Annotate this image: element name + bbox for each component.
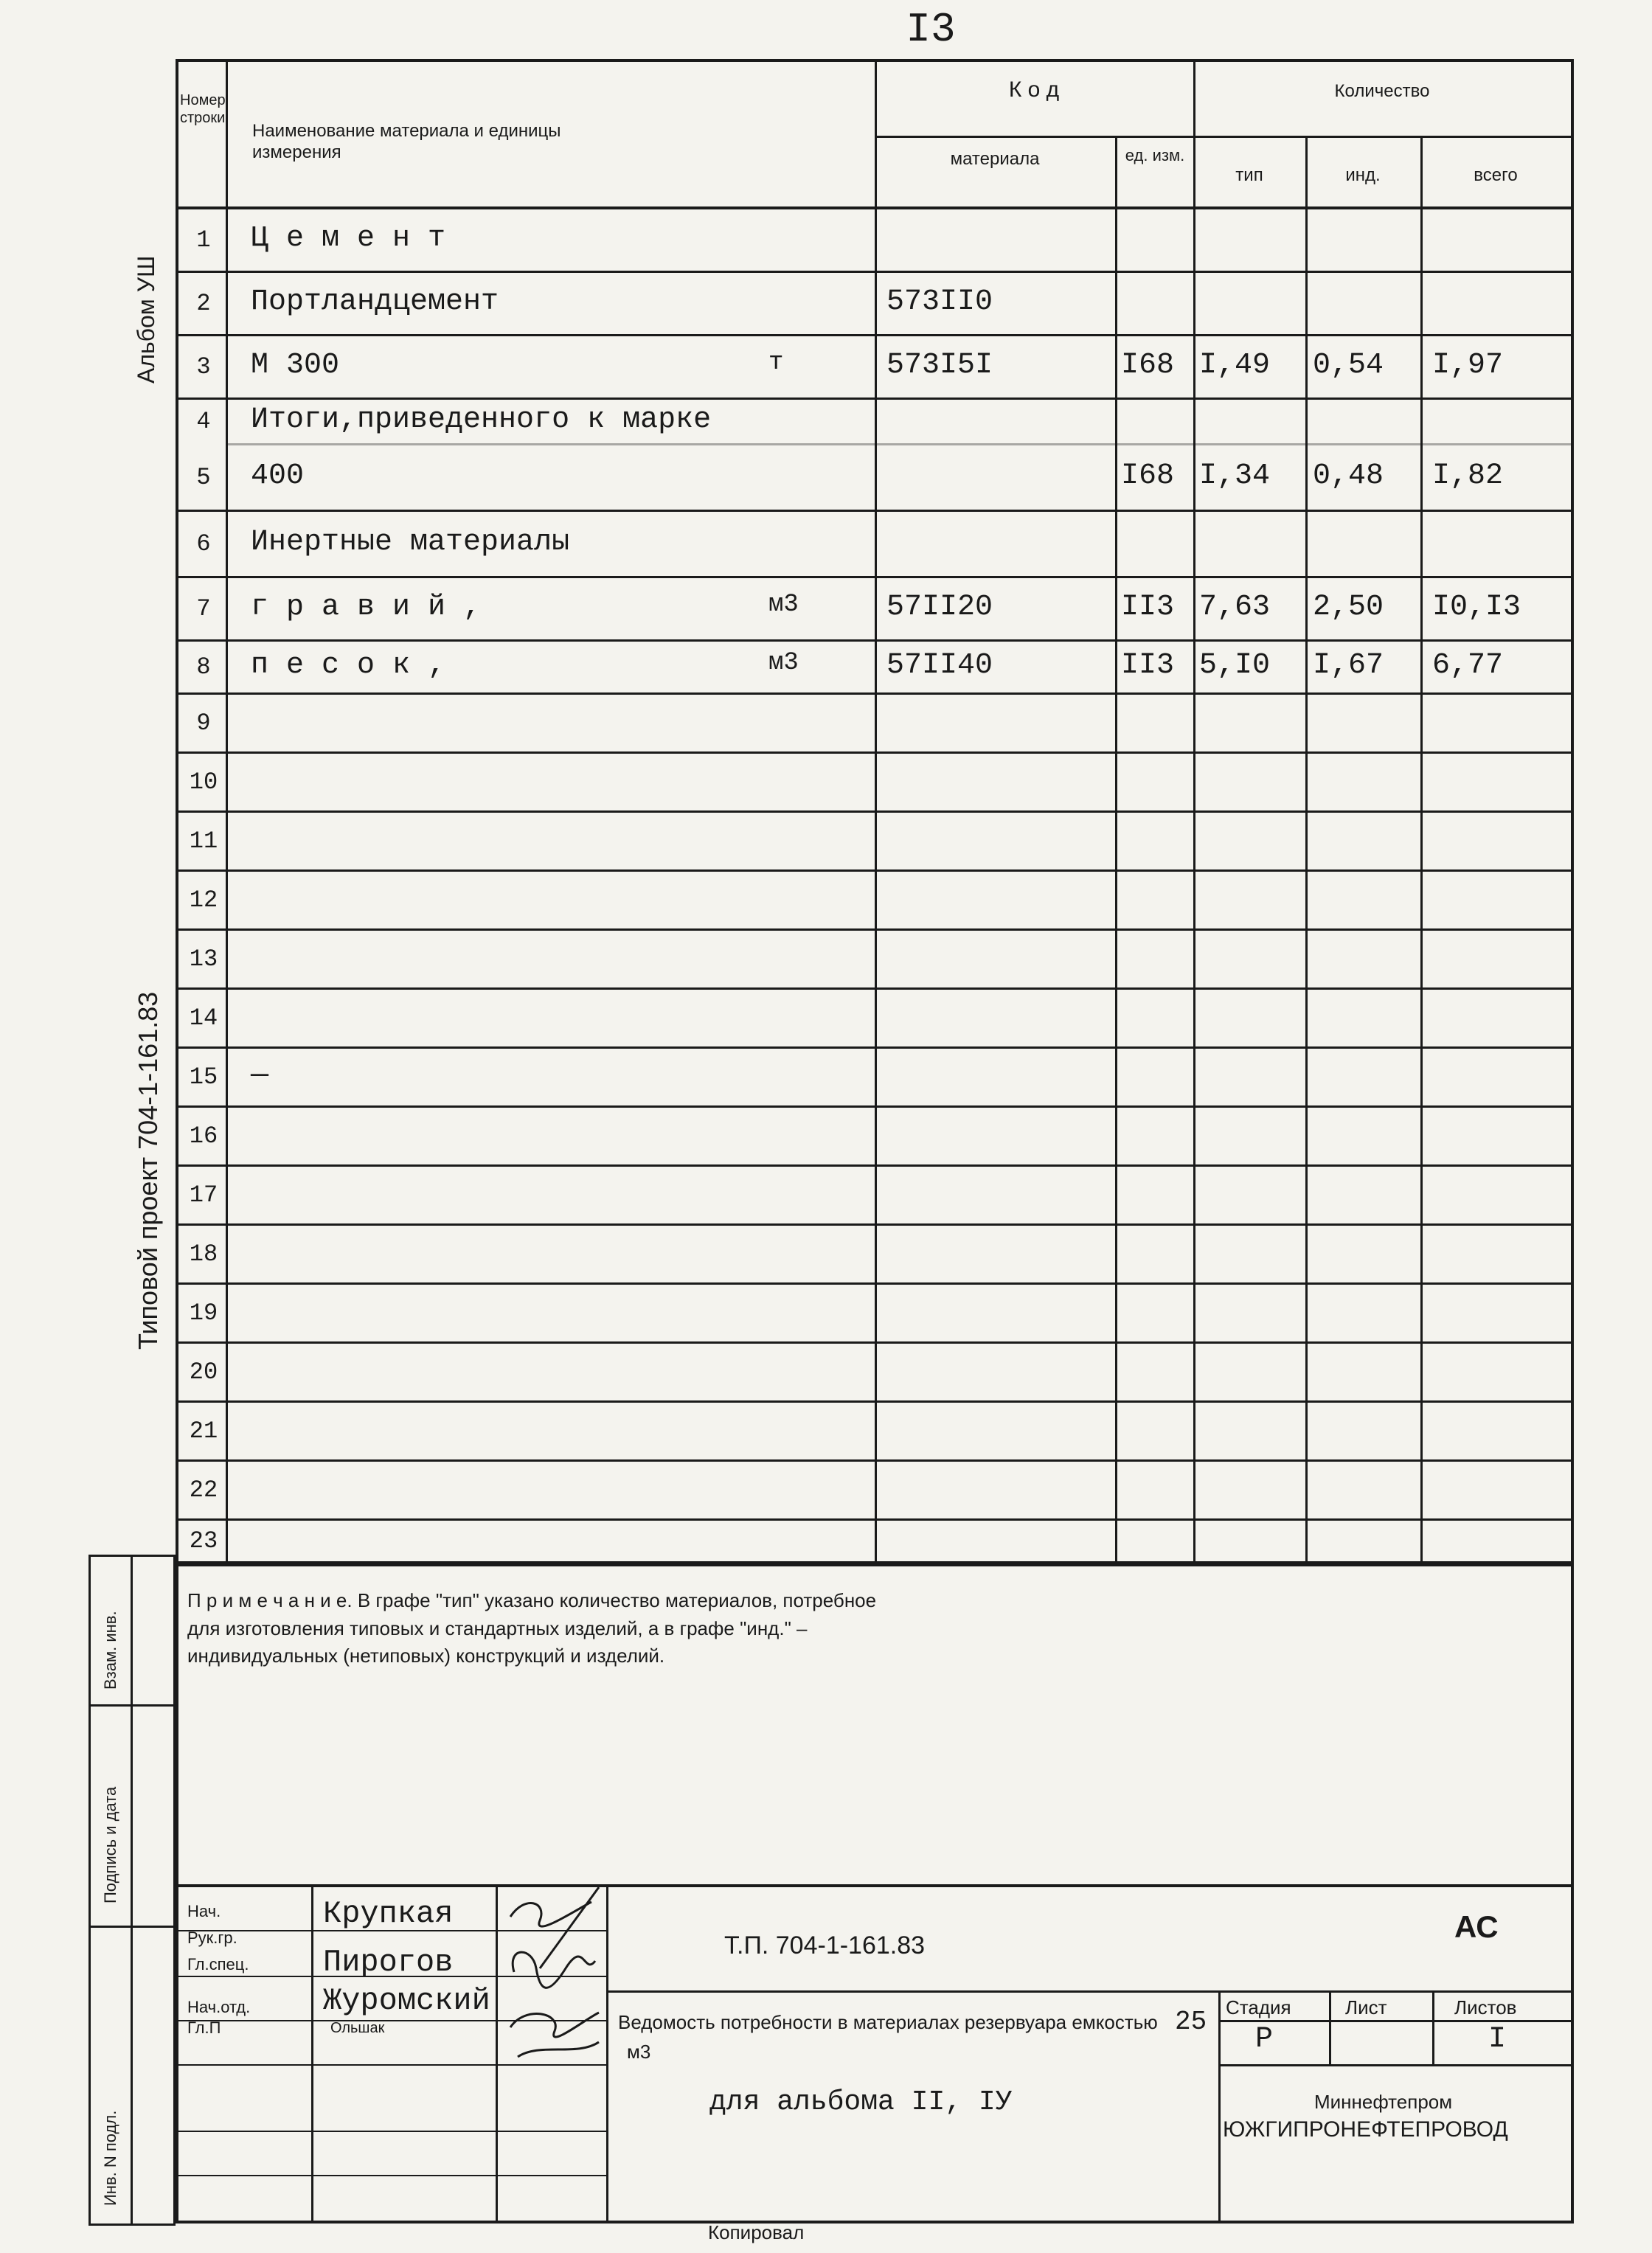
name-4: Ольшак xyxy=(330,2020,385,2036)
doc-title-line1: Ведомость потребности в материалах резервуара емкостью 25 м3 xyxy=(618,2007,1207,2063)
stage-value: Р xyxy=(1255,2023,1274,2056)
cell-name: — xyxy=(251,1059,269,1092)
cell-name: М 300 xyxy=(251,349,340,382)
row-number: 23 xyxy=(189,1527,218,1555)
row-divider xyxy=(178,1561,1571,1563)
cell-unit: т xyxy=(768,349,784,377)
cell-typ: 5,I0 xyxy=(1199,649,1271,682)
cell-code: 573I5I xyxy=(886,349,993,382)
role-2: Рук.гр. xyxy=(187,1929,237,1947)
cell-ind: 0,48 xyxy=(1313,459,1384,493)
row-divider xyxy=(178,810,1571,813)
cell-name: 400 xyxy=(251,459,305,493)
row-number: 4 xyxy=(196,408,211,435)
row-number: 8 xyxy=(196,653,211,681)
row-divider xyxy=(178,1282,1571,1285)
cell-typ: I,49 xyxy=(1199,349,1271,382)
row-number: 22 xyxy=(189,1476,218,1504)
row-divider xyxy=(178,1341,1571,1344)
header-code-unit: ед. изм. xyxy=(1125,146,1185,164)
cell-ucode: I68 xyxy=(1121,459,1175,493)
row-divider xyxy=(178,1459,1571,1462)
row-divider xyxy=(226,443,1571,445)
volume-unit: м3 xyxy=(627,2040,651,2063)
header-qty-type: тип xyxy=(1235,165,1263,185)
cell-ucode: I68 xyxy=(1121,349,1175,382)
row-number: 3 xyxy=(196,353,211,381)
row-divider xyxy=(178,1400,1571,1403)
row-divider xyxy=(178,1164,1571,1167)
row-divider xyxy=(178,1518,1571,1521)
row-number: 5 xyxy=(196,464,211,491)
row-number: 11 xyxy=(189,827,218,855)
row-divider xyxy=(178,334,1571,336)
org-line2: ЮЖГИПРОНЕФТЕПРОВОД xyxy=(1223,2117,1508,2142)
cell-ucode: II3 xyxy=(1121,591,1175,624)
header-code: К о д xyxy=(1008,77,1060,102)
page-number: I3 xyxy=(906,6,956,53)
side-stamp-box xyxy=(88,1555,176,2226)
row-number: 12 xyxy=(189,886,218,914)
header-quantity: Количество xyxy=(1334,81,1430,101)
note-text: П р и м е ч а н и е. В графе "тип" указано количество материалов, потребное для изготовления типовых и стандартных изделий, а в графе "инд." – индивидуальных (нетиповых) конструкций и изделий. xyxy=(187,1589,877,1667)
role-5: Гл.П xyxy=(187,2018,221,2037)
album-label: Альбом УШ xyxy=(133,255,159,383)
row-number: 9 xyxy=(196,709,211,737)
row-divider xyxy=(178,1223,1571,1226)
sheets-label: Листов xyxy=(1454,1996,1517,2018)
row-divider xyxy=(178,928,1571,931)
role-1: Нач. xyxy=(187,1902,221,1920)
cell-typ: I,34 xyxy=(1199,459,1271,493)
side-box-label-1: Взам. инв. xyxy=(101,1611,119,1690)
header-row-number: Номер строки xyxy=(180,92,226,126)
cell-name: Инертные материалы xyxy=(251,526,570,559)
cell-name: п е с о к , xyxy=(251,649,446,682)
header-code-material: материала xyxy=(950,149,1040,169)
doc-title-line2: для альбома II, IУ xyxy=(709,2086,1013,2118)
row-number: 21 xyxy=(189,1417,218,1445)
mark: АС xyxy=(1454,1909,1499,1944)
side-box-label-2: Подпись и дата xyxy=(101,1786,119,1903)
row-number: 6 xyxy=(196,530,211,558)
volume-value: 25 xyxy=(1175,2007,1207,2037)
cell-unit: м3 xyxy=(768,591,799,619)
row-divider xyxy=(178,398,1571,400)
header-qty-total: всего xyxy=(1474,165,1518,185)
cell-ucode: II3 xyxy=(1121,649,1175,682)
row-number: 20 xyxy=(189,1358,218,1386)
row-divider xyxy=(178,639,1571,642)
cell-name: Итоги,приведенного к марке xyxy=(251,403,712,437)
row-number: 2 xyxy=(196,290,211,317)
row-number: 14 xyxy=(189,1004,218,1032)
row-number: 19 xyxy=(189,1299,218,1327)
cell-total: I,82 xyxy=(1432,459,1504,493)
side-box-label-3: Инв. N подл. xyxy=(101,2110,119,2206)
copied-by-label: Копировал xyxy=(708,2221,805,2243)
cell-unit: м3 xyxy=(768,649,799,677)
row-number: 15 xyxy=(189,1063,218,1091)
cell-name: Портландцемент xyxy=(251,285,499,319)
title-block xyxy=(176,1884,1574,2224)
signatures xyxy=(496,1887,614,2079)
name-2: Пирогов xyxy=(323,1945,454,1980)
cell-ind: 0,54 xyxy=(1313,349,1384,382)
row-divider xyxy=(178,987,1571,990)
name-3: Журомский xyxy=(323,1983,490,2018)
cell-name: Ц е м е н т xyxy=(251,222,446,255)
row-divider xyxy=(178,271,1571,273)
cell-ind: I,67 xyxy=(1313,649,1384,682)
row-number: 18 xyxy=(189,1240,218,1268)
cell-code: 573II0 xyxy=(886,285,993,319)
sheet-label: Лист xyxy=(1345,1996,1387,2018)
sheets-value: I xyxy=(1488,2023,1507,2056)
cell-name: г р а в и й , xyxy=(251,591,482,624)
name-1: Крупкая xyxy=(323,1896,454,1931)
row-number: 7 xyxy=(196,595,211,622)
row-divider xyxy=(178,510,1571,512)
stage-label: Стадия xyxy=(1226,1996,1291,2018)
project-label: Типовой проект 704-1-161.83 xyxy=(133,991,163,1350)
row-divider xyxy=(178,1046,1571,1049)
org-line1: Миннефтепром xyxy=(1314,2091,1453,2113)
header-qty-ind: инд. xyxy=(1345,165,1381,185)
cell-typ: 7,63 xyxy=(1199,591,1271,624)
cell-ind: 2,50 xyxy=(1313,591,1384,624)
header-name: Наименование материала и единицы измерения xyxy=(252,121,561,162)
row-number: 1 xyxy=(196,226,211,254)
row-number: 16 xyxy=(189,1122,218,1150)
row-number: 10 xyxy=(189,768,218,796)
row-number: 13 xyxy=(189,945,218,973)
cell-code: 57II20 xyxy=(886,591,993,624)
role-4: Нач.отд. xyxy=(187,1998,251,2016)
row-number: 17 xyxy=(189,1181,218,1209)
materials-table xyxy=(176,59,1574,1566)
role-3: Гл.спец. xyxy=(187,1955,249,1973)
cell-total: I,97 xyxy=(1432,349,1504,382)
row-divider xyxy=(178,869,1571,872)
cell-code: 57II40 xyxy=(886,649,993,682)
row-divider xyxy=(178,751,1571,754)
cell-total: 6,77 xyxy=(1432,649,1504,682)
cell-total: I0,I3 xyxy=(1432,591,1521,624)
row-divider xyxy=(178,1105,1571,1108)
row-divider xyxy=(178,692,1571,695)
row-divider xyxy=(178,576,1571,578)
designation: Т.П. 704-1-161.83 xyxy=(724,1931,926,1959)
